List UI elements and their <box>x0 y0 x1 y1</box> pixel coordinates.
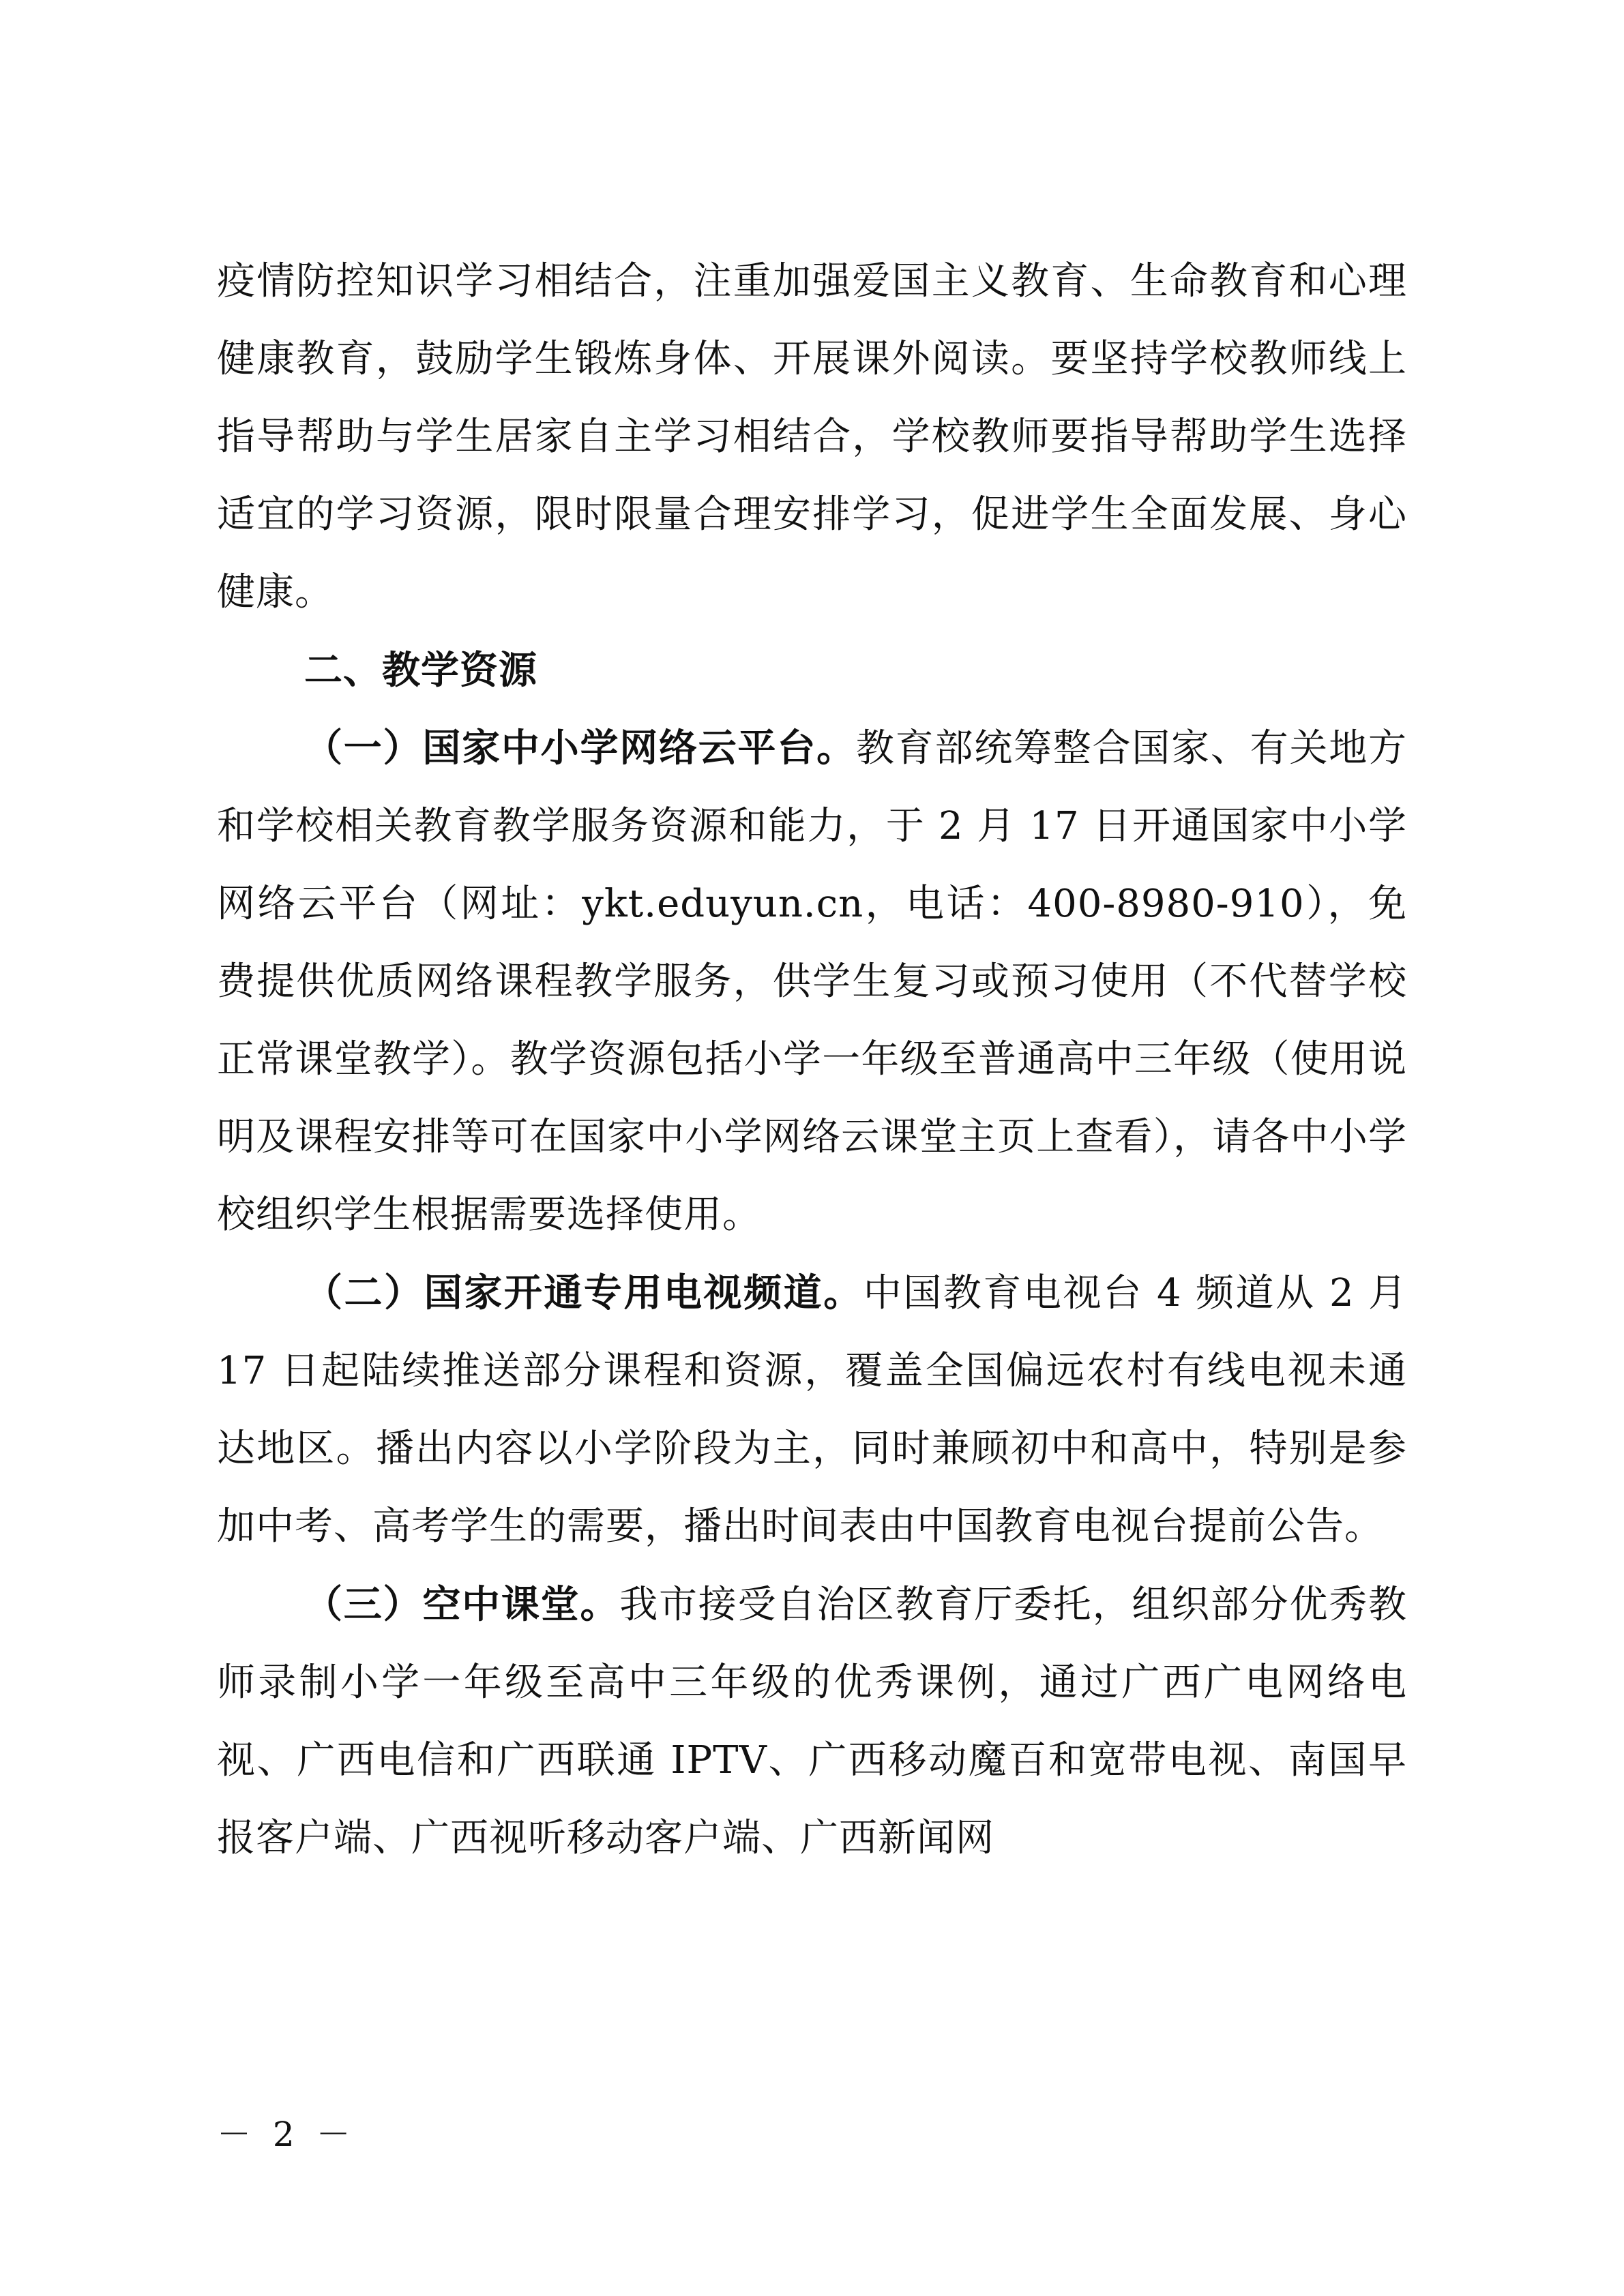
item-paragraph-2 <box>217 1254 1407 1566</box>
intro-paragraph: 疫情防控知识学习相结合，注重加强爱国主义教育、生命教育和心理健康教育，鼓励学生锻炼身体、开展课外阅读。要坚持学校教师线上指导帮助与学生居家自主学习相结合，学校教师要指导帮助学生选择适宜的学习资源，限时限量合理安排学习，促进学生全面发展、身心健康。 <box>217 259 1407 614</box>
section-heading: 二、教学资源 <box>304 648 537 693</box>
document-body <box>217 243 1407 1877</box>
item-body-2: 中国教育电视台 4 频道从 2 月 17 日起陆续推送部分课程和资源，覆盖全国偏远农村有线电视未通达地区。播出内容以小学阶段为主，同时兼顾初中和高中，特别是参加中考、高考学生的需要，播出时间表由中国教育电视台提前公告。 <box>217 1271 1407 1549</box>
item-paragraph-1 <box>217 709 1407 1254</box>
item-paragraph-3 <box>217 1566 1407 1877</box>
item-lead-2: （二）国家开通专用电视频道。 <box>304 1270 863 1315</box>
item-body-3: 我市接受自治区教育厅委托，组织部分优秀教师录制小学一年级至高中三年级的优秀课例，通过广西广电网络电视、广西电信和广西联通 IPTV、广西移动魔百和宽带电视、南国早报客户端、广西视听移动客户端、广西新闻网 <box>217 1583 1408 1860</box>
item-lead-1: （一）国家中小学网络云平台。 <box>304 726 856 771</box>
item-lead-3: （三）空中课堂。 <box>304 1582 620 1627</box>
page-number: － 2 － <box>217 2115 356 2154</box>
item-body-1: 教育部统筹整合国家、有关地方和学校相关教育教学服务资源和能力，于 2 月 17 日开通国家中小学网络云平台（网址：ykt.eduyun.cn，电话：400-8980-910），免费提供优质网络课程教学服务，供学生复习或预习使用（不代替学校正常课堂教学）。教学资源包括小学一年级至普通高中三年级（使用说明及课程安排等可在国家中小学网络云课堂主页上查看），请各中小学校组织学生根据需要选择使用。 <box>217 726 1408 1237</box>
